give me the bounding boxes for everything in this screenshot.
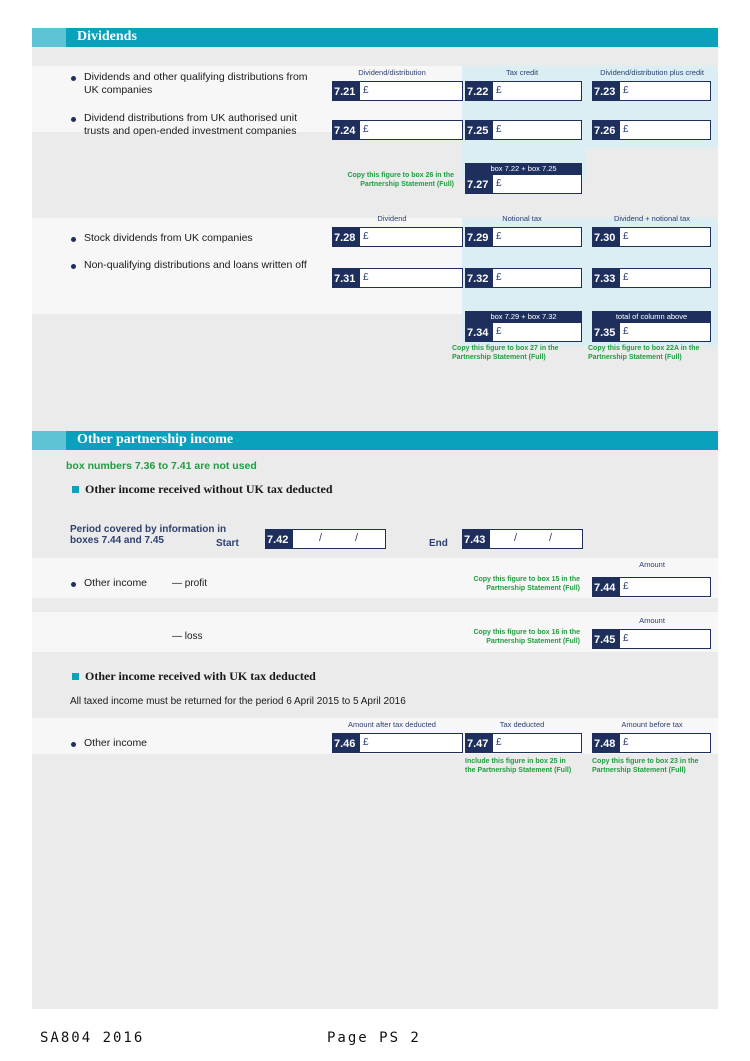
box-label: 7.35 — [592, 322, 619, 342]
column-header: Dividend/distribution — [358, 68, 426, 77]
row-label: Dividend distributions from UK authorised unit trusts and open-ended investment companies — [84, 112, 324, 138]
box-label: 7.44 — [592, 577, 619, 597]
row-label: Stock dividends from UK companies — [84, 232, 324, 245]
box-7-47-input[interactable]: £ — [492, 733, 582, 753]
box-7-26-input[interactable]: £ — [619, 120, 711, 140]
taxed-income-note: All taxed income must be returned for the period 6 April 2015 to 5 April 2016 — [70, 696, 406, 707]
subsection-title: Other income received with UK tax deducted — [85, 669, 316, 683]
square-bullet-icon — [72, 673, 79, 680]
box-label: 7.32 — [465, 268, 492, 288]
box-7-29-input[interactable]: £ — [492, 227, 582, 247]
section-title: Other partnership income — [77, 432, 234, 447]
box-7-42-date-input[interactable] — [292, 529, 386, 549]
column-header: Dividend/distribution plus credit — [600, 68, 704, 77]
box-label: 7.22 — [465, 81, 492, 101]
box-label: 7.30 — [592, 227, 619, 247]
box-7-22-input[interactable]: £ — [492, 81, 582, 101]
column-header: Amount after tax deducted — [348, 720, 436, 729]
square-bullet-icon — [72, 486, 79, 493]
box-label: 7.21 — [332, 81, 359, 101]
box-7-23-input[interactable]: £ — [619, 81, 711, 101]
box-label: 7.28 — [332, 227, 359, 247]
period-label: Period covered by information in boxes 7.44 and 7.45 — [70, 524, 227, 546]
subsection-title: Other income received without UK tax deducted — [85, 482, 333, 496]
column-header: Dividend — [377, 214, 407, 223]
copy-note: Include this figure in box 25 in the Partnership Statement (Full) — [465, 758, 572, 774]
section-header-dividends — [32, 28, 718, 47]
box-label: 7.45 — [592, 629, 619, 649]
profit-label: — profit — [172, 578, 208, 589]
column-header: Tax deducted — [499, 720, 545, 729]
not-used-note: box numbers 7.36 to 7.41 are not used — [66, 460, 257, 472]
box-label: 7.24 — [332, 120, 359, 140]
copy-note: Copy this figure to box 26 in the Partnership Statement (Full) — [347, 172, 454, 188]
box-label: 7.23 — [592, 81, 619, 101]
end-label: End — [429, 538, 448, 549]
row-label: Dividends and other qualifying distributions from UK companies — [84, 71, 324, 97]
copy-note: Copy this figure to box 16 in the Partnership Statement (Full) — [473, 629, 580, 645]
box-7-32-input[interactable]: £ — [492, 268, 582, 288]
column-header: Amount before tax — [621, 720, 683, 729]
sum-header: total of column above — [592, 311, 711, 322]
page-number: Page PS 2 — [327, 1030, 421, 1046]
copy-note: Copy this figure to box 23 in the Partnership Statement (Full) — [592, 758, 699, 774]
box-7-21-input[interactable]: £ — [359, 81, 463, 101]
column-header: Notional tax — [502, 214, 542, 223]
box-label: 7.29 — [465, 227, 492, 247]
row-label: Other income — [84, 737, 148, 749]
form-code: SA804 2016 — [40, 1030, 145, 1046]
box-7-45-input[interactable]: £ — [619, 629, 711, 649]
start-label: Start — [216, 538, 239, 549]
amount-header: Amount — [639, 616, 665, 625]
box-label: 7.43 — [462, 529, 489, 549]
box-7-35-input[interactable]: £ — [619, 322, 711, 342]
row-label: Non-qualifying distributions and loans written off — [84, 259, 324, 272]
box-label: 7.31 — [332, 268, 359, 288]
copy-note: Copy this figure to box 22A in the Partnership Statement (Full) — [588, 345, 700, 361]
box-label: 7.25 — [465, 120, 492, 140]
loss-label: — loss — [172, 631, 203, 642]
box-7-34-input[interactable]: £ — [492, 322, 582, 342]
box-label: 7.47 — [465, 733, 492, 753]
box-7-25-input[interactable]: £ — [492, 120, 582, 140]
box-7-28-input[interactable]: £ — [359, 227, 463, 247]
column-header: Dividend + notional tax — [613, 214, 691, 223]
box-label: 7.46 — [332, 733, 359, 753]
box-7-43-date-input[interactable] — [489, 529, 583, 549]
form-sheet: Dividends Dividend/distribution Tax credit Dividend/distribution plus credit Dividends and other qualifying distributions from UK companies 7.21 £ 7.22 £ 7.23 £ Dividend distributions from UK authorised unit trusts and open-ended investment companies 7.24 £ 7.25 £ 7.26 £ box 7.22 + box 7.25 Copy this figure to box 26 in the Partnership Statement (Full) 7.27 £ Dividend Notional tax Dividend + notional tax Stock dividends from UK companies 7.28 £ 7.29 £ 7.30 £ Non-qualifying distributions and loans written off 7.31 £ 7.32 £ 7.33 £ box 7.29 + box 7.32 total of column above 7.34 £ 7.35 £ Copy this figure to box 27 in the Partnership Statement (Full) Copy this figure to box 22A in the Partnership Statement (Full) Other partnership income box numbers 7.36 to 7.41 are not used Other income received without UK tax deducted Period covered by information in boxes 7.44 and 7.45 Start 7.42 / / End 7.43 / / Amount Other income — profit Copy this figure to box 15 in the Partnership Statement (Full) 7.44 £ Amount — loss Copy this figure to box 16 in the Partnership Statement (Full) 7.45 £ Other income received with UK tax deducted All taxed income must be returned for the period 6 April 2015 to 5 April 2016 Amount after tax deducted Tax deducted Amount before tax Other income 7.46 £ 7.47 £ 7.48 £ Include this figure in box 25 in the Partnership Statement (Full) Copy this figure to box 23 in the Partnership Statement (Full) — [32, 28, 718, 1009]
section-title: Dividends — [77, 29, 137, 44]
box-7-48-input[interactable]: £ — [619, 733, 711, 753]
box-7-27-input[interactable]: £ — [492, 174, 582, 194]
box-label: 7.42 — [265, 529, 292, 549]
box-7-24-input[interactable]: £ — [359, 120, 463, 140]
box-label: 7.33 — [592, 268, 619, 288]
sum-header: box 7.22 + box 7.25 — [465, 163, 582, 174]
box-label: 7.26 — [592, 120, 619, 140]
column-header: Tax credit — [505, 68, 539, 77]
row-label: Other income — [84, 577, 148, 589]
box-7-33-input[interactable]: £ — [619, 268, 711, 288]
box-7-30-input[interactable]: £ — [619, 227, 711, 247]
box-7-31-input[interactable]: £ — [359, 268, 463, 288]
box-label: 7.34 — [465, 322, 492, 342]
copy-note: Copy this figure to box 27 in the Partnership Statement (Full) — [452, 345, 559, 361]
sum-header: box 7.29 + box 7.32 — [465, 311, 582, 322]
box-7-46-input[interactable]: £ — [359, 733, 463, 753]
box-label: 7.48 — [592, 733, 619, 753]
copy-note: Copy this figure to box 15 in the Partnership Statement (Full) — [473, 576, 580, 592]
box-label: 7.27 — [465, 174, 492, 194]
box-7-44-input[interactable]: £ — [619, 577, 711, 597]
section-header-other-income — [32, 431, 718, 450]
amount-header: Amount — [639, 560, 665, 569]
